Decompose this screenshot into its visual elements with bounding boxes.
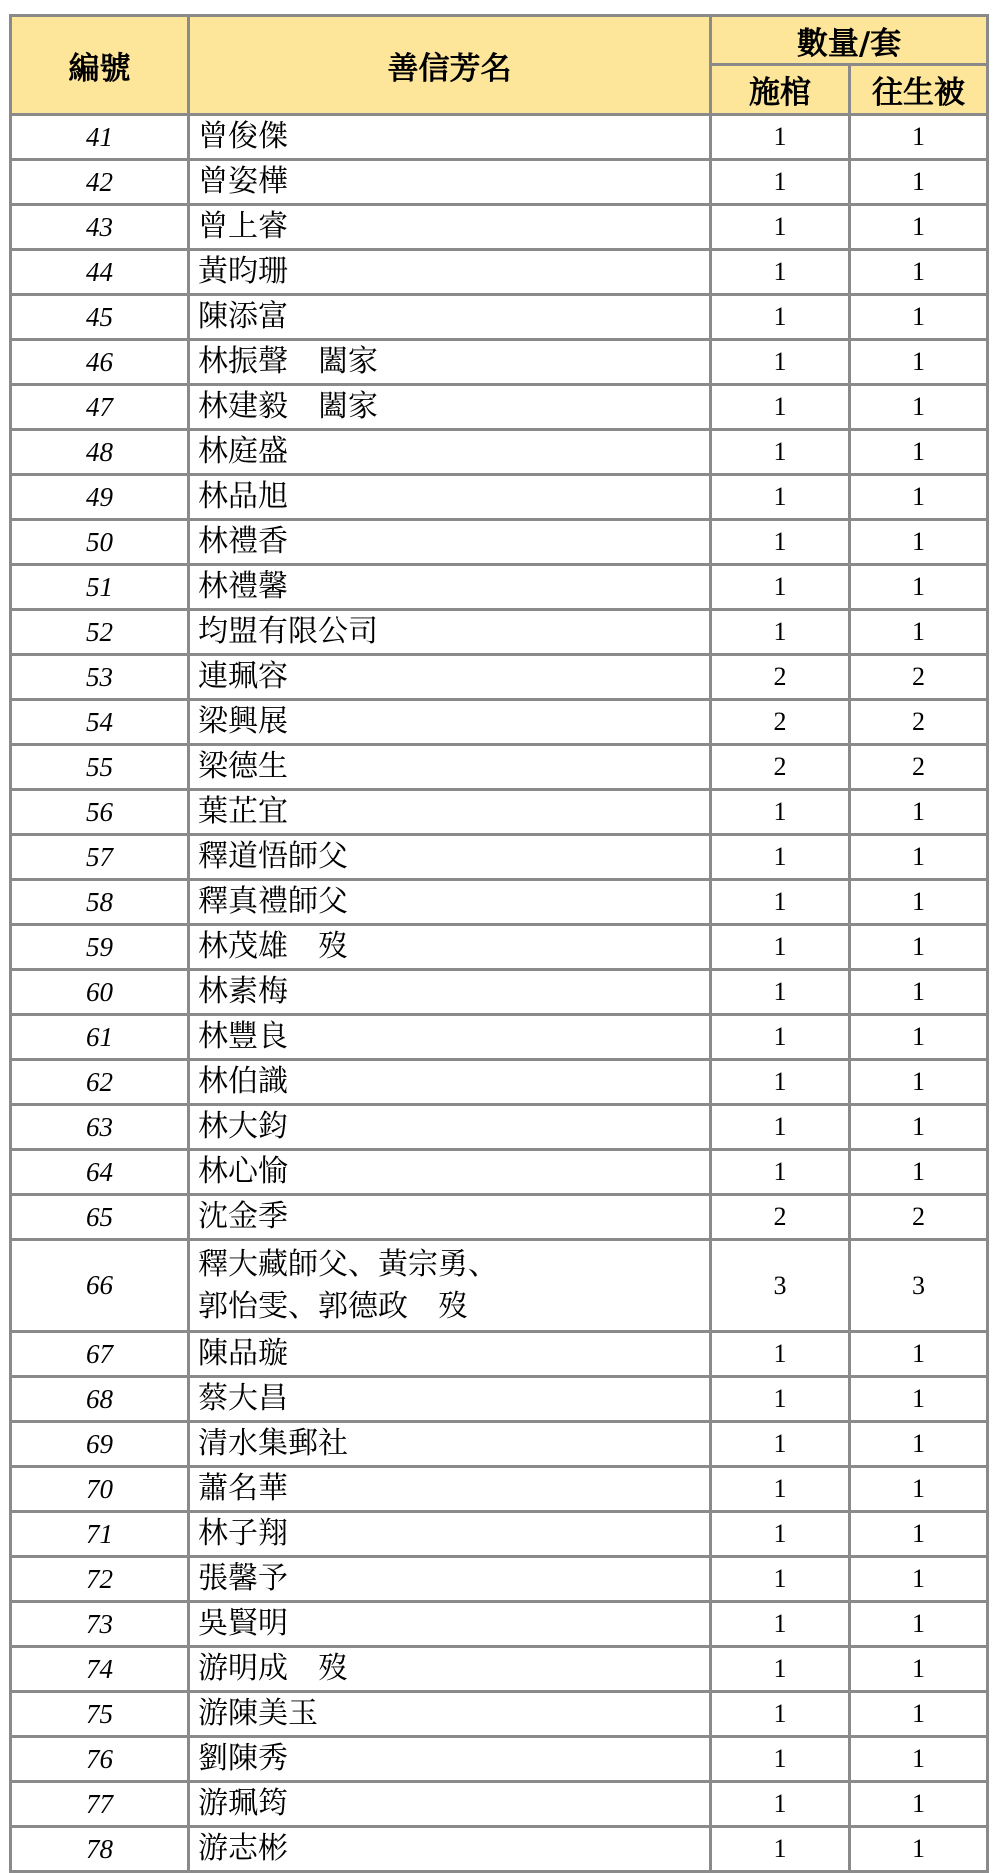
table-row: [11, 295, 988, 340]
coffin-qty: 2: [711, 700, 850, 745]
coffin-qty: 1: [711, 970, 850, 1015]
shroud-qty: 1: [850, 205, 988, 250]
table-row: [11, 1827, 988, 1872]
donor-name: 梁德生: [189, 745, 711, 790]
shroud-qty: 1: [850, 1512, 988, 1557]
coffin-qty: 1: [711, 1692, 850, 1737]
shroud-qty: 1: [850, 1377, 988, 1422]
table-row: [11, 925, 988, 970]
shroud-qty: 1: [850, 790, 988, 835]
coffin-qty: 1: [711, 1150, 850, 1195]
donor-name: 黃昀珊: [189, 250, 711, 295]
coffin-qty: 1: [711, 1377, 850, 1422]
shroud-qty: 1: [850, 340, 988, 385]
donor-name: 蔡大昌: [189, 1377, 711, 1422]
row-number: 68: [11, 1377, 189, 1422]
shroud-qty: 2: [850, 700, 988, 745]
table-row: [11, 1015, 988, 1060]
coffin-qty: 1: [711, 295, 850, 340]
row-number: 69: [11, 1422, 189, 1467]
header-shroud: 往生被: [850, 65, 988, 115]
table-row: [11, 700, 988, 745]
donor-table: [9, 14, 989, 1873]
coffin-qty: 1: [711, 250, 850, 295]
donor-name: 林品旭: [189, 475, 711, 520]
coffin-qty: 1: [711, 880, 850, 925]
shroud-qty: 1: [850, 250, 988, 295]
row-number: 59: [11, 925, 189, 970]
row-number: 67: [11, 1332, 189, 1377]
coffin-qty: 1: [711, 430, 850, 475]
table-row: [11, 475, 988, 520]
row-number: 71: [11, 1512, 189, 1557]
row-number: 56: [11, 790, 189, 835]
donor-name: 林振聲 闔家: [189, 340, 711, 385]
shroud-qty: 1: [850, 1782, 988, 1827]
coffin-qty: 1: [711, 790, 850, 835]
donor-name: 葉芷宜: [189, 790, 711, 835]
table-row: [11, 250, 988, 295]
shroud-qty: 1: [850, 970, 988, 1015]
table-row: [11, 1422, 988, 1467]
row-number: 70: [11, 1467, 189, 1512]
table-row: [11, 835, 988, 880]
shroud-qty: 2: [850, 1195, 988, 1240]
table-row: [11, 655, 988, 700]
shroud-qty: 1: [850, 835, 988, 880]
coffin-qty: 1: [711, 160, 850, 205]
row-number: 60: [11, 970, 189, 1015]
shroud-qty: 1: [850, 475, 988, 520]
donor-name: 陳添富: [189, 295, 711, 340]
coffin-qty: 1: [711, 385, 850, 430]
table-row: [11, 1060, 988, 1105]
donor-name: 游明成 歿: [189, 1647, 711, 1692]
table-row: [11, 1512, 988, 1557]
shroud-qty: 1: [850, 1737, 988, 1782]
table-row: [11, 1557, 988, 1602]
table-row: [11, 970, 988, 1015]
row-number: 66: [11, 1240, 189, 1332]
header-number: 編號: [11, 16, 189, 115]
table-row: [11, 880, 988, 925]
table-row: [11, 565, 988, 610]
table-row: [11, 745, 988, 790]
donor-name: 林禮香: [189, 520, 711, 565]
coffin-qty: 1: [711, 340, 850, 385]
coffin-qty: 1: [711, 1422, 850, 1467]
coffin-qty: 1: [711, 565, 850, 610]
shroud-qty: 1: [850, 565, 988, 610]
donor-name: 吳賢明: [189, 1602, 711, 1647]
donor-name: 陳品璇: [189, 1332, 711, 1377]
table-row: [11, 1240, 988, 1332]
row-number: 52: [11, 610, 189, 655]
donor-name: 林茂雄 歿: [189, 925, 711, 970]
row-number: 63: [11, 1105, 189, 1150]
coffin-qty: 1: [711, 1737, 850, 1782]
row-number: 41: [11, 115, 189, 160]
row-number: 75: [11, 1692, 189, 1737]
coffin-qty: 1: [711, 1827, 850, 1872]
row-number: 64: [11, 1150, 189, 1195]
donor-name: 游珮筠: [189, 1782, 711, 1827]
row-number: 55: [11, 745, 189, 790]
coffin-qty: 3: [711, 1240, 850, 1332]
row-number: 65: [11, 1195, 189, 1240]
row-number: 58: [11, 880, 189, 925]
donor-name: 曾上睿: [189, 205, 711, 250]
donor-name: 梁興展: [189, 700, 711, 745]
table-row: [11, 1467, 988, 1512]
table-row: [11, 205, 988, 250]
row-number: 72: [11, 1557, 189, 1602]
header-quantity: 數量/套: [711, 16, 988, 65]
donor-name: 釋真禮師父: [189, 880, 711, 925]
shroud-qty: 1: [850, 1150, 988, 1195]
shroud-qty: 1: [850, 1105, 988, 1150]
table-row: [11, 385, 988, 430]
row-number: 77: [11, 1782, 189, 1827]
coffin-qty: 1: [711, 1060, 850, 1105]
shroud-qty: 1: [850, 160, 988, 205]
donor-name: 沈金季: [189, 1195, 711, 1240]
donor-name: 游志彬: [189, 1827, 711, 1872]
row-number: 57: [11, 835, 189, 880]
donor-name-line: 郭怡雯、郭德政 歿: [198, 1288, 468, 1324]
row-number: 62: [11, 1060, 189, 1105]
row-number: 44: [11, 250, 189, 295]
coffin-qty: 1: [711, 925, 850, 970]
coffin-qty: 1: [711, 1332, 850, 1377]
donor-name: 林大鈞: [189, 1105, 711, 1150]
coffin-qty: 2: [711, 1195, 850, 1240]
coffin-qty: 1: [711, 1557, 850, 1602]
coffin-qty: 1: [711, 475, 850, 520]
table-row: [11, 1602, 988, 1647]
donor-name: 連珮容: [189, 655, 711, 700]
shroud-qty: 1: [850, 1422, 988, 1467]
donor-name: 張馨予: [189, 1557, 711, 1602]
table-row: [11, 1782, 988, 1827]
shroud-qty: 1: [850, 1827, 988, 1872]
donor-name: 釋道悟師父: [189, 835, 711, 880]
row-number: 48: [11, 430, 189, 475]
table-row: [11, 430, 988, 475]
table-row: [11, 1737, 988, 1782]
row-number: 49: [11, 475, 189, 520]
donor-name: 清水集郵社: [189, 1422, 711, 1467]
row-number: 76: [11, 1737, 189, 1782]
coffin-qty: 1: [711, 1105, 850, 1150]
table-row: [11, 1332, 988, 1377]
coffin-qty: 1: [711, 520, 850, 565]
donor-name: 劉陳秀: [189, 1737, 711, 1782]
shroud-qty: 3: [850, 1240, 988, 1332]
row-number: 46: [11, 340, 189, 385]
donor-name: 林庭盛: [189, 430, 711, 475]
shroud-qty: 1: [850, 1647, 988, 1692]
donor-name: [189, 1240, 711, 1332]
coffin-qty: 1: [711, 1647, 850, 1692]
shroud-qty: 1: [850, 610, 988, 655]
coffin-qty: 1: [711, 1015, 850, 1060]
shroud-qty: 1: [850, 430, 988, 475]
row-number: 61: [11, 1015, 189, 1060]
coffin-qty: 1: [711, 1467, 850, 1512]
coffin-qty: 1: [711, 1782, 850, 1827]
shroud-qty: 2: [850, 655, 988, 700]
donor-name: 林建毅 闔家: [189, 385, 711, 430]
coffin-qty: 1: [711, 610, 850, 655]
shroud-qty: 1: [850, 1060, 988, 1105]
table-row: [11, 610, 988, 655]
coffin-qty: 1: [711, 115, 850, 160]
table-row: [11, 1692, 988, 1737]
table-row: [11, 1647, 988, 1692]
row-number: 73: [11, 1602, 189, 1647]
donor-name: 均盟有限公司: [189, 610, 711, 655]
row-number: 51: [11, 565, 189, 610]
donor-name: 蕭名華: [189, 1467, 711, 1512]
coffin-qty: 2: [711, 655, 850, 700]
donor-name: 曾姿樺: [189, 160, 711, 205]
table-row: [11, 1195, 988, 1240]
donor-name: 林心愉: [189, 1150, 711, 1195]
donor-name: 游陳美玉: [189, 1692, 711, 1737]
coffin-qty: 2: [711, 745, 850, 790]
row-number: 47: [11, 385, 189, 430]
row-number: 50: [11, 520, 189, 565]
table-row: [11, 1377, 988, 1422]
coffin-qty: 1: [711, 1512, 850, 1557]
table-row: [11, 790, 988, 835]
donor-name-line: 釋大藏師父、黃宗勇、: [198, 1246, 498, 1282]
donor-name: 林子翔: [189, 1512, 711, 1557]
shroud-qty: 1: [850, 1602, 988, 1647]
header-donor: 善信芳名: [189, 16, 711, 115]
donor-name: 林素梅: [189, 970, 711, 1015]
shroud-qty: 1: [850, 1015, 988, 1060]
row-number: 53: [11, 655, 189, 700]
shroud-qty: 1: [850, 1557, 988, 1602]
table-row: [11, 520, 988, 565]
shroud-qty: 1: [850, 115, 988, 160]
coffin-qty: 1: [711, 205, 850, 250]
donor-name: 林伯識: [189, 1060, 711, 1105]
shroud-qty: 1: [850, 520, 988, 565]
row-number: 54: [11, 700, 189, 745]
row-number: 74: [11, 1647, 189, 1692]
table-row: [11, 340, 988, 385]
shroud-qty: 1: [850, 1467, 988, 1512]
shroud-qty: 1: [850, 1332, 988, 1377]
header-coffin: 施棺: [711, 65, 850, 115]
row-number: 43: [11, 205, 189, 250]
shroud-qty: 1: [850, 925, 988, 970]
coffin-qty: 1: [711, 1602, 850, 1647]
shroud-qty: 1: [850, 385, 988, 430]
row-number: 78: [11, 1827, 189, 1872]
donor-name: 林禮馨: [189, 565, 711, 610]
table-row: [11, 1105, 988, 1150]
coffin-qty: 1: [711, 835, 850, 880]
donor-name: 林豐良: [189, 1015, 711, 1060]
donor-name: 曾俊傑: [189, 115, 711, 160]
shroud-qty: 1: [850, 295, 988, 340]
table-row: [11, 1150, 988, 1195]
row-number: 45: [11, 295, 189, 340]
shroud-qty: 1: [850, 880, 988, 925]
table-row: [11, 115, 988, 160]
shroud-qty: 1: [850, 1692, 988, 1737]
row-number: 42: [11, 160, 189, 205]
table-row: [11, 160, 988, 205]
shroud-qty: 2: [850, 745, 988, 790]
